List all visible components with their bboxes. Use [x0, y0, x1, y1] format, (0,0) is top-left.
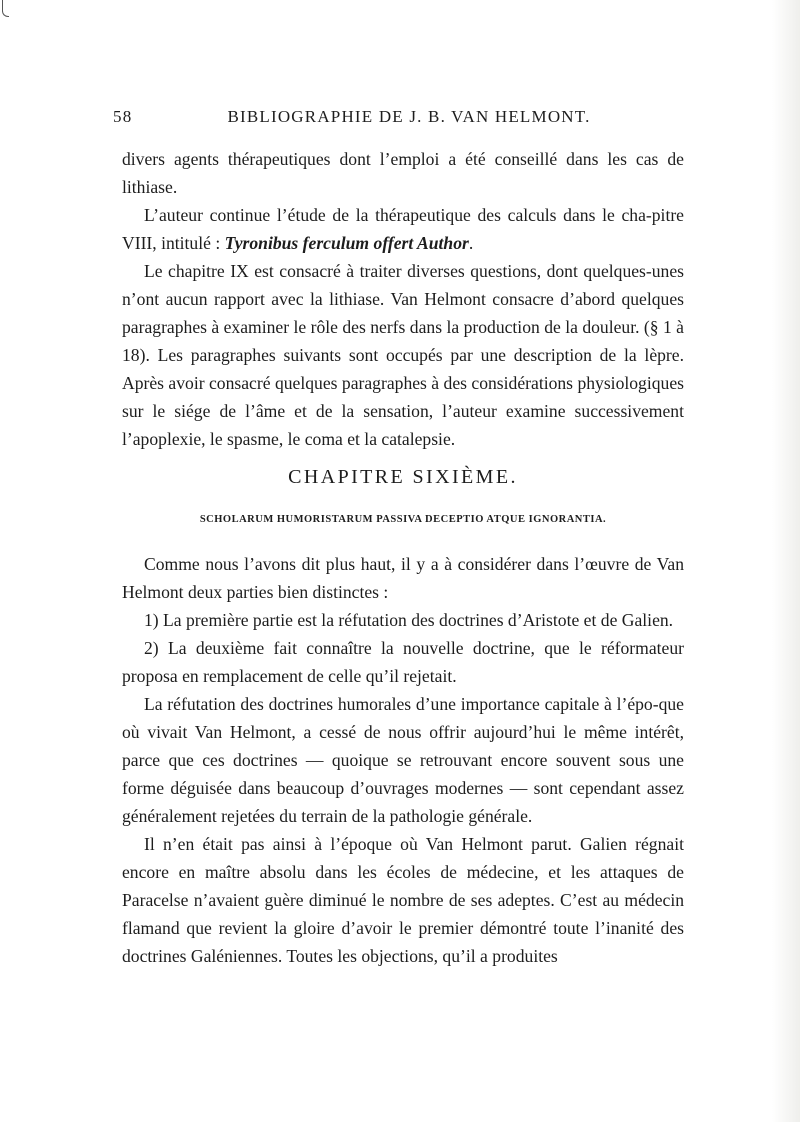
paragraph: [122, 201, 684, 257]
chapter-title: CHAPITRE SIXIÈME.: [288, 466, 518, 488]
paragraph: divers agents thérapeutiques dont l’emploi a été conseillé dans les cas de lithiase.: [122, 149, 684, 197]
page-edge-shading: [772, 0, 800, 1122]
paragraph: 1) La première partie est la réfutation des doctrines d’Aristote et de Galien.: [144, 610, 674, 630]
corner-mark: [2, 0, 9, 17]
page-number: 58: [113, 107, 133, 126]
paragraph: Il n’en était pas ainsi à l’époque où Van Helmont parut. Galien régnait encore en maître absolu dans les écoles de médecine, et les attaques de Paracelse n’avaient guère diminué le nombre de ses adeptes. C’est au médecin flamand que revient la gloire d’avoir le premier démontré toute l’inanité des doctrines Galéniennes. Toutes les objections, qu’il a produites: [122, 834, 684, 966]
paragraph-text: L’auteur continue l’étude de la thérapeutique des calculs dans le cha-pitre VIII, intitulé :: [122, 205, 684, 253]
chapter-subtitle: SCHOLARUM HUMORISTARUM PASSIVA DECEPTIO ATQUE IGNORANTIA.: [199, 514, 607, 525]
paragraph: Le chapitre IX est consacré à traiter diverses questions, dont quelques-unes n’ont aucun rapport avec la lithiase. Van Helmont consacre d’abord quelques paragraphes à examiner le rôle des nerfs dans la production de la douleur. (§ 1 à 18). Les paragraphes suivants sont occupés par une description de la lèpre. Après avoir consacré quelques paragraphes à des considérations physiologiques sur le siége de l’âme et de la sensation, l’auteur examine successivement l’apoplexie, le spasme, le coma et la catalepsie.: [122, 261, 684, 449]
paragraph-text: .: [468, 233, 474, 253]
page-header: [113, 107, 685, 129]
text-block-top: [122, 145, 684, 453]
book-title: Tyronibus ferculum offert Author: [224, 233, 469, 253]
text-block-bottom: [122, 550, 684, 970]
paragraph: 2) La deuxième fait connaître la nouvelle doctrine, que le réformateur proposa en remplacement de celle qu’il rejetait.: [122, 638, 684, 686]
running-title: BIBLIOGRAPHIE DE J. B. VAN HELMONT.: [227, 107, 591, 126]
paragraph: La réfutation des doctrines humorales d’une importance capitale à l’épo-que où vivait Van Helmont, a cessé de nous offrir aujourd’hui le même intérêt, parce que ces doctrines — quoique se retrouvant encore souvent sous une forme déguisée dans beaucoup d’ouvrages modernes — sont cependant assez généralement rejetées du terrain de la pathologie générale.: [122, 694, 684, 826]
paragraph: Comme nous l’avons dit plus haut, il y a à considérer dans l’œuvre de Van Helmont deux parties bien distinctes :: [122, 554, 684, 602]
